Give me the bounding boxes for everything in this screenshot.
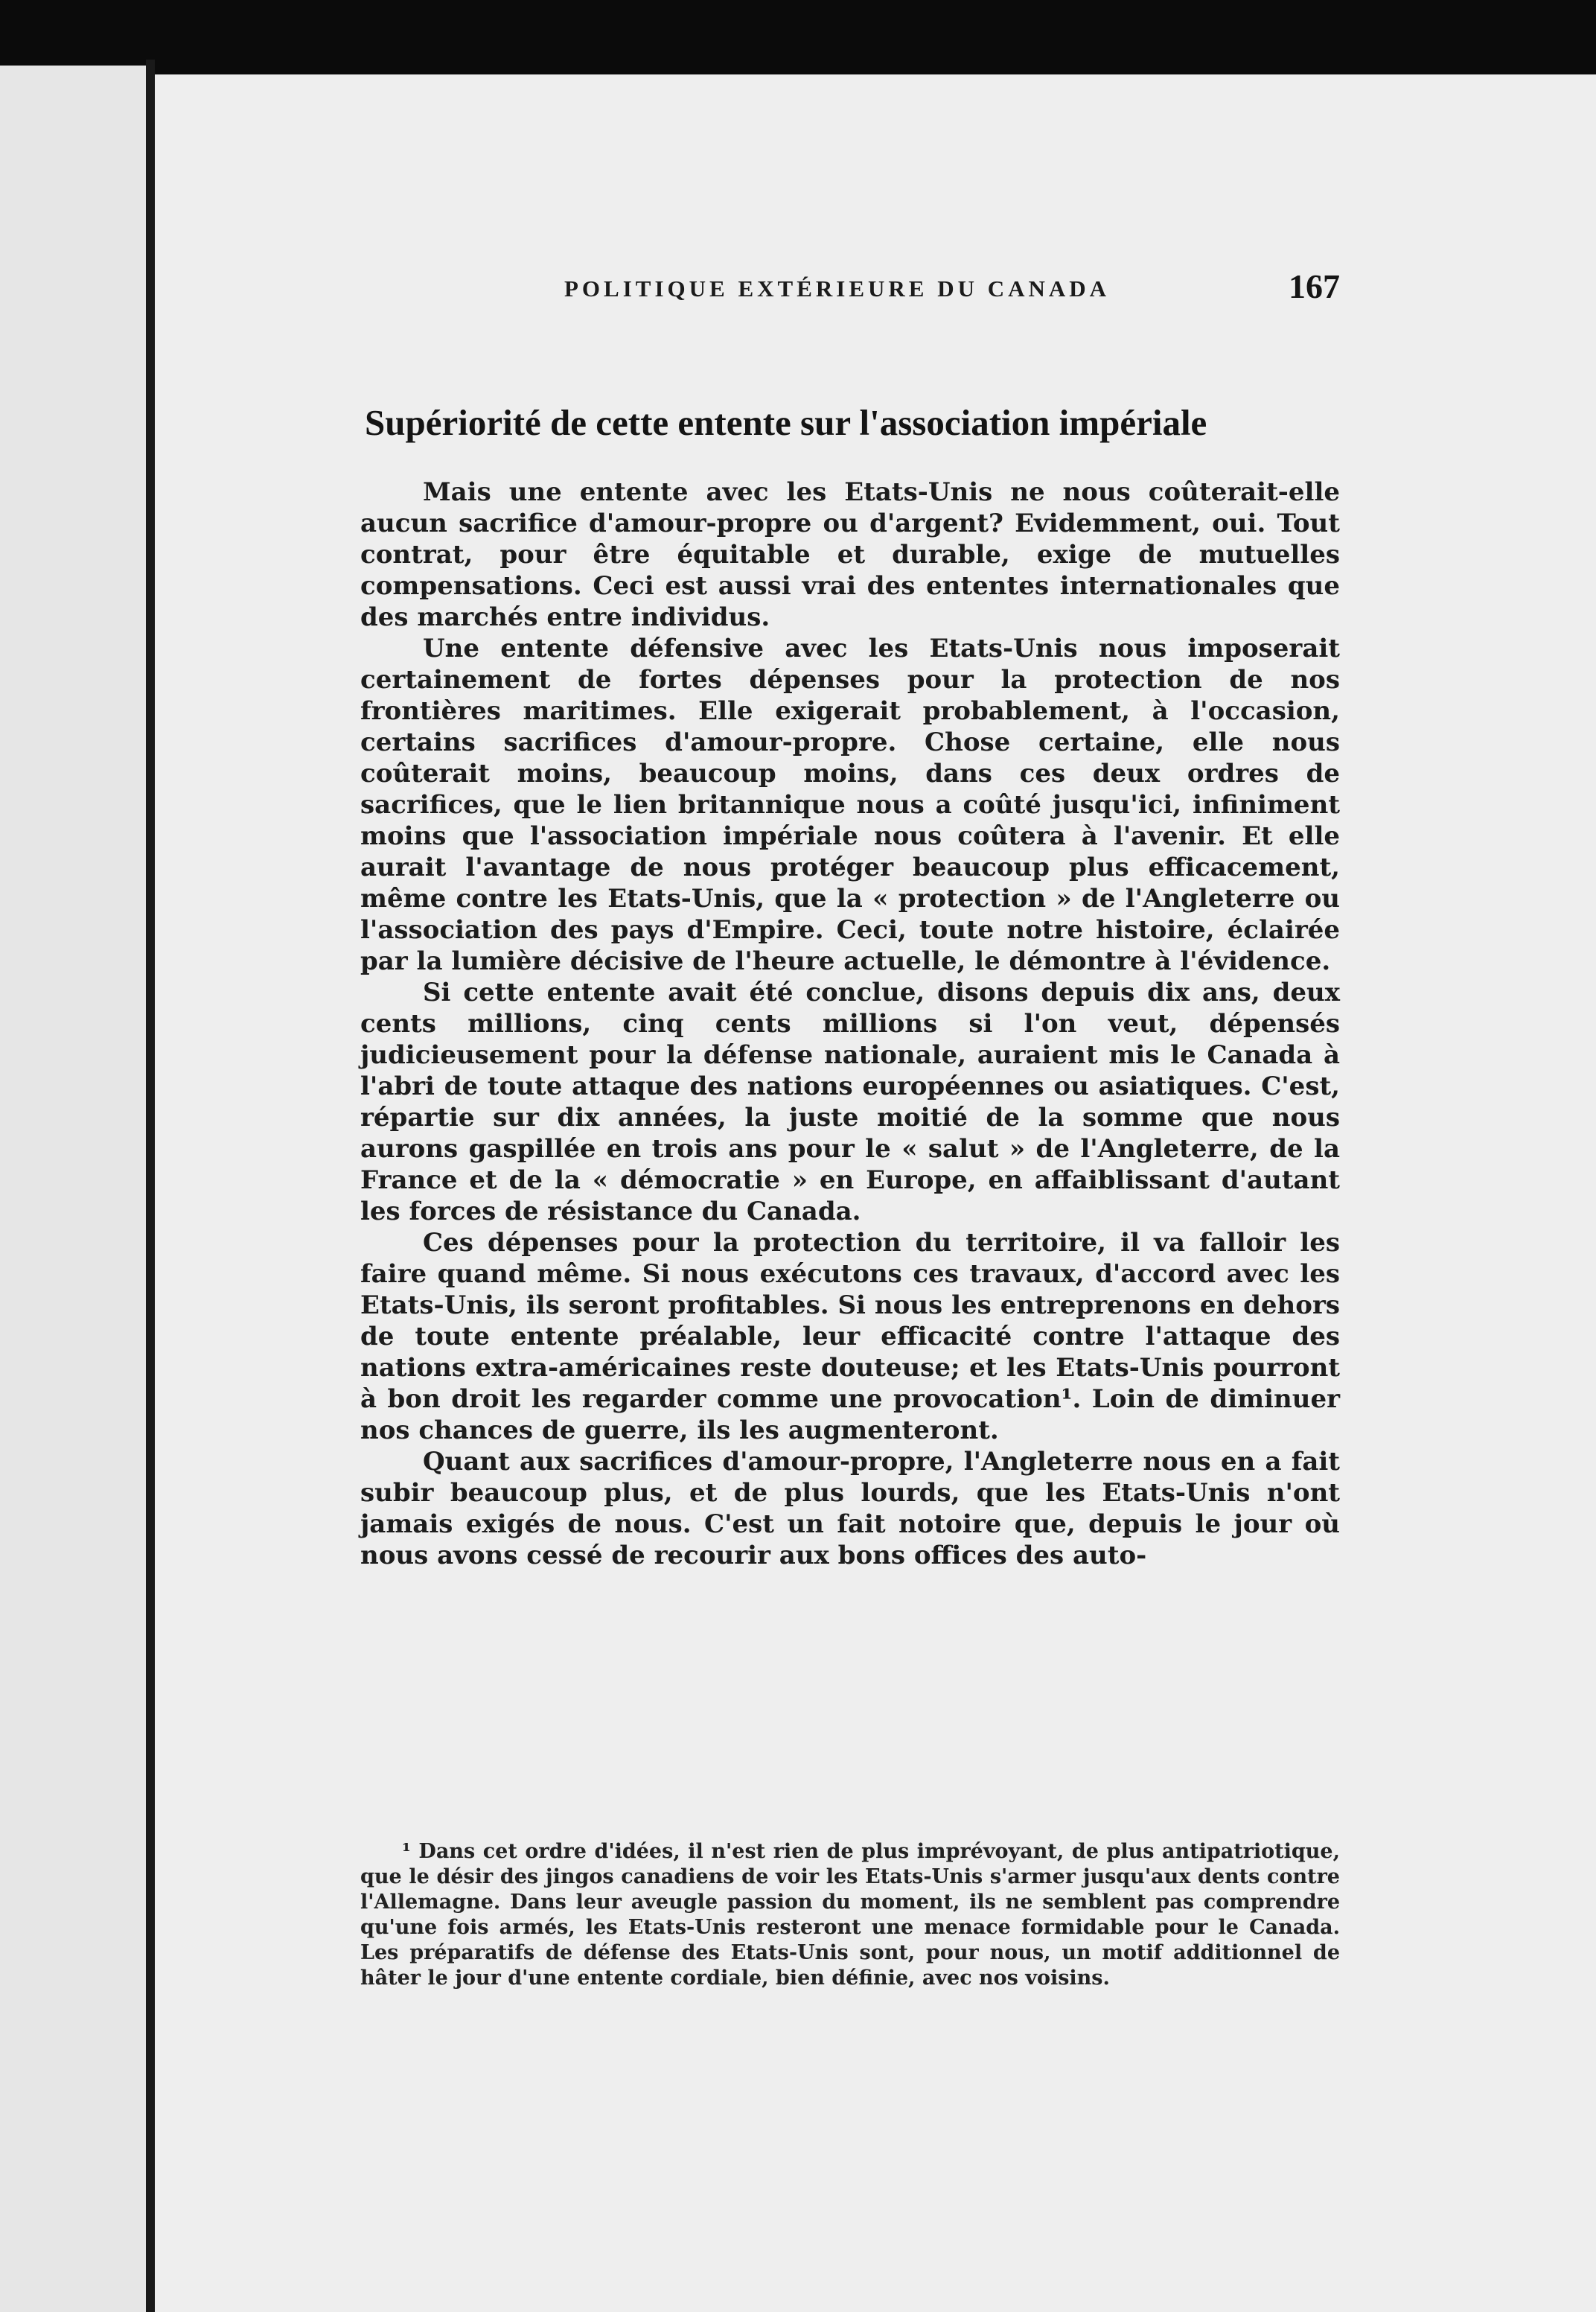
section-heading: Supériorité de cette entente sur l'association impériale: [365, 402, 1207, 443]
page-number: 167: [1289, 267, 1340, 305]
paragraph: Si cette entente avait été conclue, disons depuis dix ans, deux cents millions, cinq cents millions si l'on veut, dépensés judicieusement pour la défense nationale, auraient mis le Canada à l'abri de toute attaque des nations européennes ou asiatiques. C'est, répartie sur dix années, la juste moitié de la somme que nous aurons gaspillée en trois ans pour le « salut » de l'Angleterre, de la France et de la « démocratie » en Europe, en affaiblissant d'autant les forces de résistance du Canada.: [360, 978, 1340, 1226]
footnote: ¹ Dans cet ordre d'idées, il n'est rien de plus imprévoyant, de plus antipatriotique, que le désir des jingos canadiens de voir les Etats-Unis s'armer jusqu'aux dents contre l'Allemagne. Dans leur aveugle passion du moment, ils ne semblent pas comprendre qu'une fois armés, les Etats-Unis resteront une menace formidable pour le Canada. Les préparatifs de défense des Etats-Unis sont, pour nous, un motif additionnel de hâter le jour d'une entente cordiale, bien définie, avec nos voisins.: [360, 1840, 1340, 1990]
paragraph: Mais une entente avec les Etats-Unis ne nous coûterait-elle aucun sacrifice d'amour-propre ou d'argent? Evidemment, oui. Tout contrat, pour être équitable et durable, exige de mutuelles compensations. Ceci est aussi vrai des ententes internationales que des marchés entre individus.: [360, 477, 1340, 632]
book-gutter: [146, 60, 155, 2312]
paragraph: Quant aux sacrifices d'amour-propre, l'Angleterre nous en a fait subir beaucoup plus, et de plus lourds, que les Etats-Unis n'ont jamais exigés de nous. C'est un fait notoire que, depuis le jour où nous avons cessé de recourir aux bons offices des auto-: [360, 1447, 1340, 1570]
paragraph: Ces dépenses pour la protection du territoire, il va falloir les faire quand même. Si nous exécutons ces travaux, d'accord avec les Etats-Unis, ils seront profitables. Si nous les entreprenons en dehors de toute entente préalable, leur efficacité contre l'attaque des nations extra-américaines reste douteuse; et les Etats-Unis pourront à bon droit les regarder comme une provocation¹. Loin de diminuer nos chances de guerre, ils les augmenteront.: [360, 1228, 1340, 1445]
paragraph: Une entente défensive avec les Etats-Unis nous imposerait certainement de fortes dépenses pour la protection de nos frontières maritimes. Elle exigerait probablement, à l'occasion, certains sacrifices d'amour-propre. Chose certaine, elle nous coûterait moins, beaucoup moins, dans ces deux ordres de sacrifices, que le lien britannique nous a coûté jusqu'ici, infiniment moins que l'association impériale nous coûtera à l'avenir. Et elle aurait l'avantage de nous protéger beaucoup plus efficacement, même contre les Etats-Unis, que la « protection » de l'Angleterre ou l'association des pays d'Empire. Ceci, toute notre histoire, éclairée par la lumière décisive de l'heure actuelle, le démontre à l'évidence.: [360, 634, 1340, 976]
facing-page-margin: [0, 66, 146, 2312]
body-text: [360, 477, 1340, 1571]
page-header: [408, 267, 1340, 319]
running-title: POLITIQUE EXTÉRIEURE DU CANADA: [564, 276, 1111, 302]
